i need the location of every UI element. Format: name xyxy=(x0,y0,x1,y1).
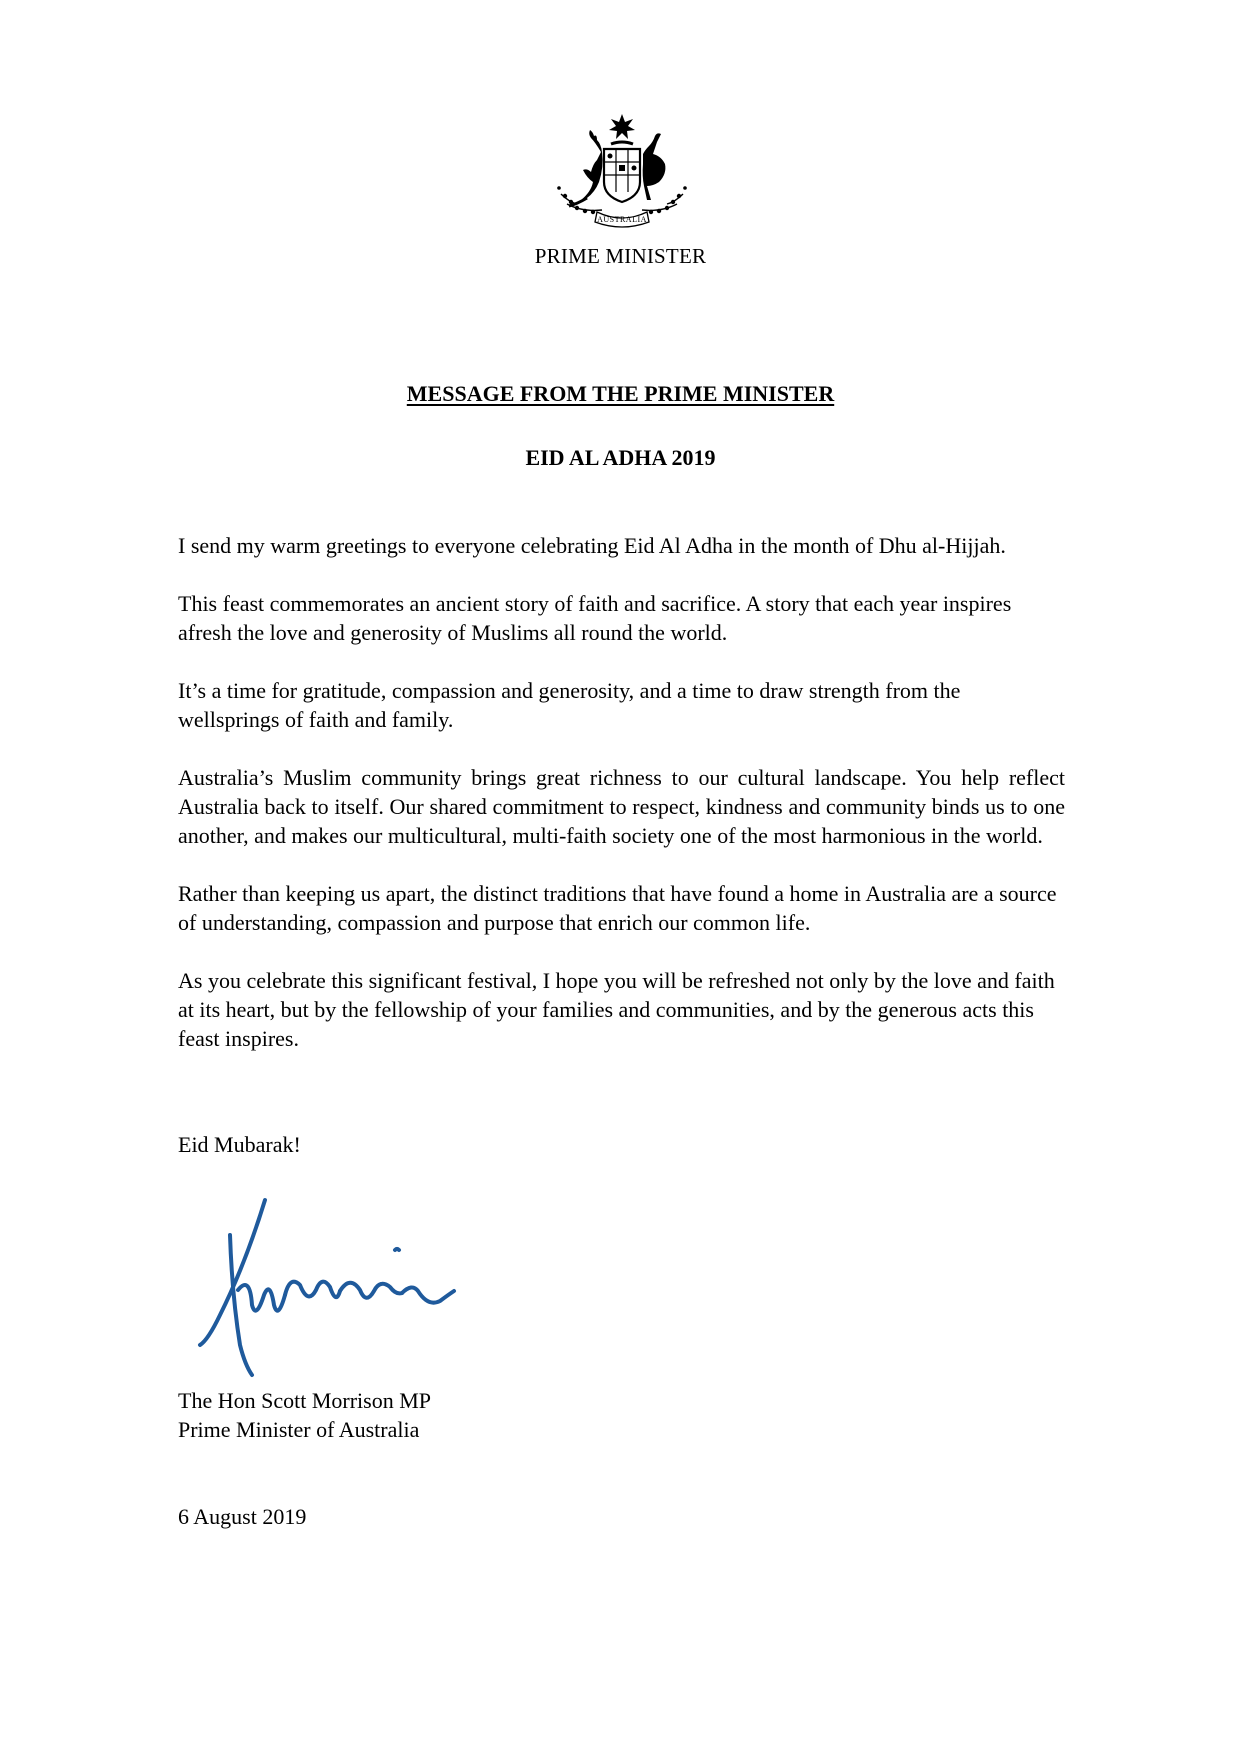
letter-date: 6 August 2019 xyxy=(178,1504,307,1529)
signatory-title: Prime Minister of Australia xyxy=(178,1417,420,1442)
letter-subtitle: EID AL ADHA 2019 xyxy=(525,445,716,470)
emu-icon xyxy=(643,133,666,200)
paragraph: It’s a time for gratitude, compassion and generosity, and a time to draw strength from the wellsprings of faith and family. xyxy=(178,678,961,732)
letterhead-office: PRIME MINISTER xyxy=(534,244,707,268)
crest-motto: AUSTRALIA xyxy=(597,215,647,224)
paragraph: Australia’s Muslim community brings great richness to our cultural landscape. You help reflect Australia back to itself. Our shared commitment to respect, kindness and community binds us to one another, and makes our multicultural, multi-faith society one of the most harmonious in the world. xyxy=(178,765,1065,848)
paragraph: Rather than keeping us apart, the distinct traditions that have found a home in Australia are a source of understanding, compassion and purpose that enrich our common life. xyxy=(178,881,1057,935)
signatory-block xyxy=(178,1386,431,1444)
kangaroo-icon xyxy=(581,130,603,200)
closing-greeting: Eid Mubarak! xyxy=(178,1132,301,1157)
letter-body xyxy=(178,531,1065,1082)
coat-of-arms-icon xyxy=(547,112,697,230)
paragraph: This feast commemorates an ancient story of faith and sacrifice. A story that each year inspires afresh the love and generosity of Muslims all round the world. xyxy=(178,591,1012,645)
signatory-name: The Hon Scott Morrison MP xyxy=(178,1388,431,1413)
letter-title: MESSAGE FROM THE PRIME MINISTER xyxy=(406,381,835,406)
paragraph: I send my warm greetings to everyone celebrating Eid Al Adha in the month of Dhu al-Hijjah. xyxy=(178,533,1006,558)
signature-icon xyxy=(190,1195,490,1385)
commonwealth-star-icon xyxy=(609,114,635,139)
paragraph: As you celebrate this significant festival, I hope you will be refreshed not only by the love and faith at its heart, but by the fellowship of your families and communities, and by the generous acts this feast inspires. xyxy=(178,968,1055,1051)
